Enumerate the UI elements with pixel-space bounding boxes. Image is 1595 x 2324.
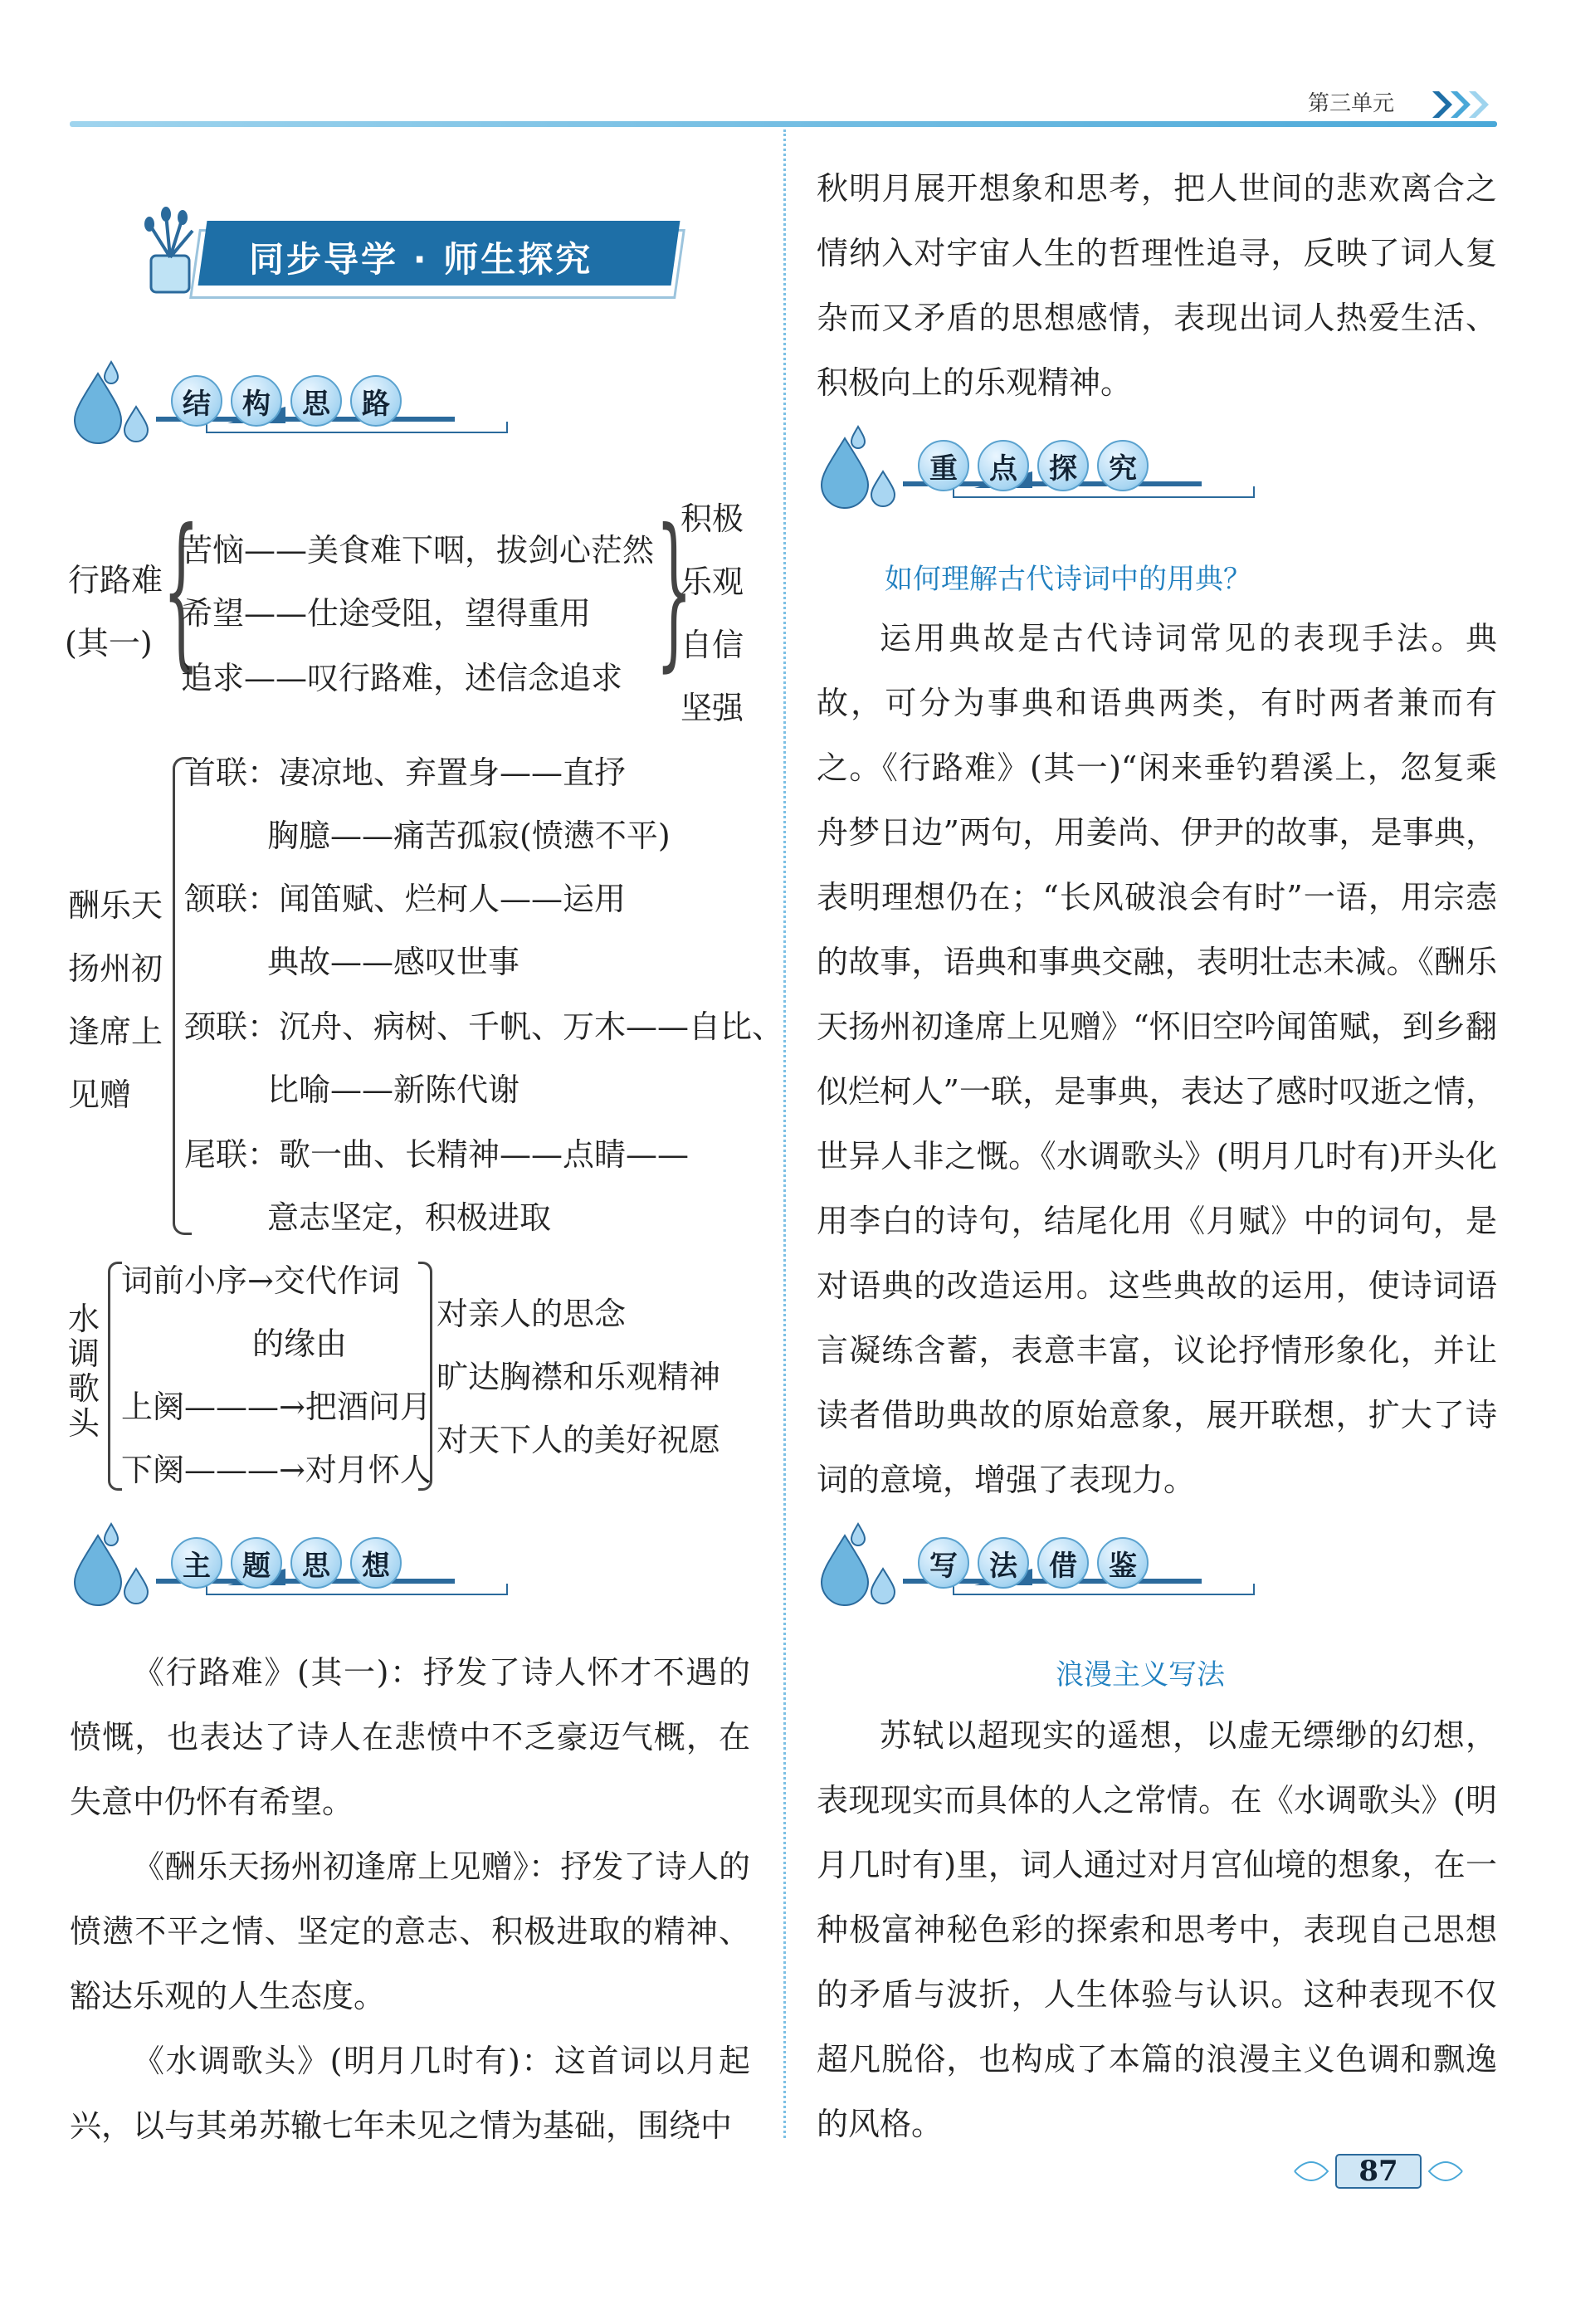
diagram2-row: 颈联：沉舟、病树、千帆、万木——自比、: [184, 1008, 784, 1045]
page-number: 87: [1358, 2155, 1398, 2188]
diagram2-row: 尾联：歌一曲、长精神——点睛——: [184, 1136, 690, 1173]
diagram2-row: 胸臆——痛苦孤寂(愤懑不平): [267, 818, 671, 854]
diagram1-right: 坚强: [680, 690, 744, 726]
key-question: 如何理解古代诗词中的用典？: [885, 563, 1251, 596]
water-drops-icon: [65, 1521, 164, 1612]
water-drops-icon: [812, 423, 911, 515]
diagram1-right: 乐观: [680, 564, 744, 600]
section-char: 法: [978, 1537, 1029, 1589]
section-char: 想: [350, 1537, 402, 1589]
theme-paragraph: 《行路难》(其一)：抒发了诗人怀才不遇的愤慨，也表达了诗人在悲愤中不乏豪迈气概，在失意中仍怀有希望。: [70, 1654, 750, 1820]
water-drops-icon: [65, 359, 164, 450]
right-top-text: [817, 156, 1497, 415]
theme-paragraph-continued: 秋明月展开想象和思考，把人世间的悲欢离合之情纳入对宇宙人生的哲理性追寻，反映了词人复杂而又矛盾的思想感情，表现出词人热爱生活、积极向上的乐观精神。: [817, 170, 1497, 401]
writing-text: [817, 1703, 1497, 2156]
diagram2-row: 意志坚定，积极进取: [267, 1199, 552, 1236]
diagram2-left: 见赠: [68, 1077, 132, 1113]
diagram3-row: 下阕———→对月怀人: [121, 1452, 432, 1488]
brace-open: {: [163, 494, 200, 687]
water-drops-icon: [812, 1521, 911, 1612]
section-char: 点: [978, 440, 1029, 491]
diagram3-left-char: 歌: [68, 1370, 100, 1407]
diagram2-left: 逢席上: [68, 1013, 163, 1050]
section-char: 究: [1097, 440, 1149, 491]
diagram1-row: 苦恼——美食难下咽，拔剑心茫然: [181, 532, 655, 569]
section-char: 鉴: [1097, 1537, 1149, 1589]
section-header-theme: [65, 1521, 463, 1604]
diagram1-left-2: (其一): [65, 625, 153, 662]
section-header-key: [812, 423, 1210, 506]
section-header-structure: [65, 359, 463, 442]
theme-text: [70, 1640, 750, 2158]
banner-title: 同步导学 · 师生探究: [249, 239, 593, 280]
section-char: 重: [918, 440, 969, 491]
writing-subtitle: 浪漫主义写法: [1056, 1658, 1225, 1692]
section-char: 思: [290, 375, 342, 427]
theme-paragraph: 《酬乐天扬州初逢席上见赠》：抒发了诗人的愤懑不平之情、坚定的意志、积极进取的精神、豁达乐观的人生态度。: [70, 1848, 750, 2014]
diagram3-right: 对亲人的思念: [437, 1296, 627, 1332]
diagram1-right: 积极: [680, 500, 744, 537]
diagram2-row: 首联：凄凉地、弃置身——直抒: [184, 754, 627, 791]
section-char: 路: [350, 375, 402, 427]
section-char: 探: [1037, 440, 1089, 491]
section-char: 结: [171, 375, 222, 427]
section-char: 题: [231, 1537, 282, 1589]
writing-paragraph: 苏轼以超现实的遥想，以虚无缥缈的幻想，表现现实而具体的人之常情。在《水调歌头》(明月几时有)里，词人通过对月宫仙境的想象，在一种极富神秘色彩的探索和思考中，表现自己思想的矛盾与波折，人生体验与认识。这种表现不仅超凡脱俗，也构成了本篇的浪漫主义色调和飘逸的风格。: [817, 1717, 1497, 2142]
diagram2-left: 扬州初: [68, 950, 163, 987]
diagram3-right: 旷达胸襟和乐观精神: [437, 1359, 721, 1395]
brace-open: [108, 1262, 122, 1491]
diagram1-right: 自信: [680, 627, 744, 663]
section-header-writing: [812, 1521, 1210, 1604]
diagram2-row: 比喻——新陈代谢: [267, 1072, 520, 1108]
diagram1-row: 希望——仕途受阻，望得重用: [181, 595, 592, 632]
diagram2-row: 典故——感叹世事: [267, 944, 520, 980]
diagram3-right: 对天下人的美好祝愿: [437, 1422, 721, 1458]
diagram3-left-char: 头: [68, 1405, 100, 1442]
diagram3-left-char: 水: [68, 1301, 100, 1337]
diagram2-row: 颔联：闻笛赋、烂柯人——运用: [184, 881, 627, 917]
section-char: 思: [290, 1537, 342, 1589]
chevron-right-icon: [1427, 83, 1494, 126]
brace-close: }: [656, 494, 693, 687]
diagram1-left-1: 行路难: [68, 562, 163, 598]
diagram1-row: 追求——叹行路难，述信念追求: [181, 660, 623, 696]
diagram3-row: 上阕———→把酒问月: [121, 1389, 432, 1425]
theme-paragraph: 《水调歌头》(明月几时有)：这首词以月起兴，以与其弟苏辙七年未见之情为基础，围绕中: [70, 2043, 750, 2144]
section-char: 借: [1037, 1537, 1089, 1589]
section-char: 主: [171, 1537, 222, 1589]
diagram3-row: 的缘由: [252, 1326, 348, 1362]
section-char: 构: [231, 375, 282, 427]
key-text: [817, 606, 1497, 1512]
key-paragraph: 运用典故是古代诗词常见的表现手法。典故，可分为事典和语典两类，有时两者兼而有之。《行路难》(其一)“闲来垂钓碧溪上，忽复乘舟梦日边”两句，用姜尚、伊尹的故事，是事典，表明理想仍在；“长风破浪会有时”一语，用宗悫的故事，语典和事典交融，表明壮志未减。《酬乐天扬州初逢席上见赠》“怀旧空吟闻笛赋，到乡翻似烂柯人”一联，是事典，表达了感时叹逝之情，世异人非之慨。《水调歌头》(明月几时有)开头化用李白的诗句，结尾化用《月赋》中的词句，是对语典的改造运用。这些典故的运用，使诗词语言凝练含蓄，表意丰富，议论抒情形象化，并让读者借助典故的原始意象，展开联想，扩大了诗词的意境，增强了表现力。: [817, 620, 1497, 1498]
header-rule: [70, 121, 1497, 127]
diagram3-left-char: 调: [68, 1335, 100, 1372]
unit-label: 第三单元: [1308, 91, 1395, 116]
diagram3-left: [68, 1301, 100, 1441]
diagram2-left: 酬乐天: [68, 887, 163, 924]
diagram3-row: 词前小序→交代作词: [121, 1262, 400, 1299]
column-divider: [783, 129, 786, 2138]
brace-close: [418, 1262, 432, 1491]
section-char: 写: [918, 1537, 969, 1589]
